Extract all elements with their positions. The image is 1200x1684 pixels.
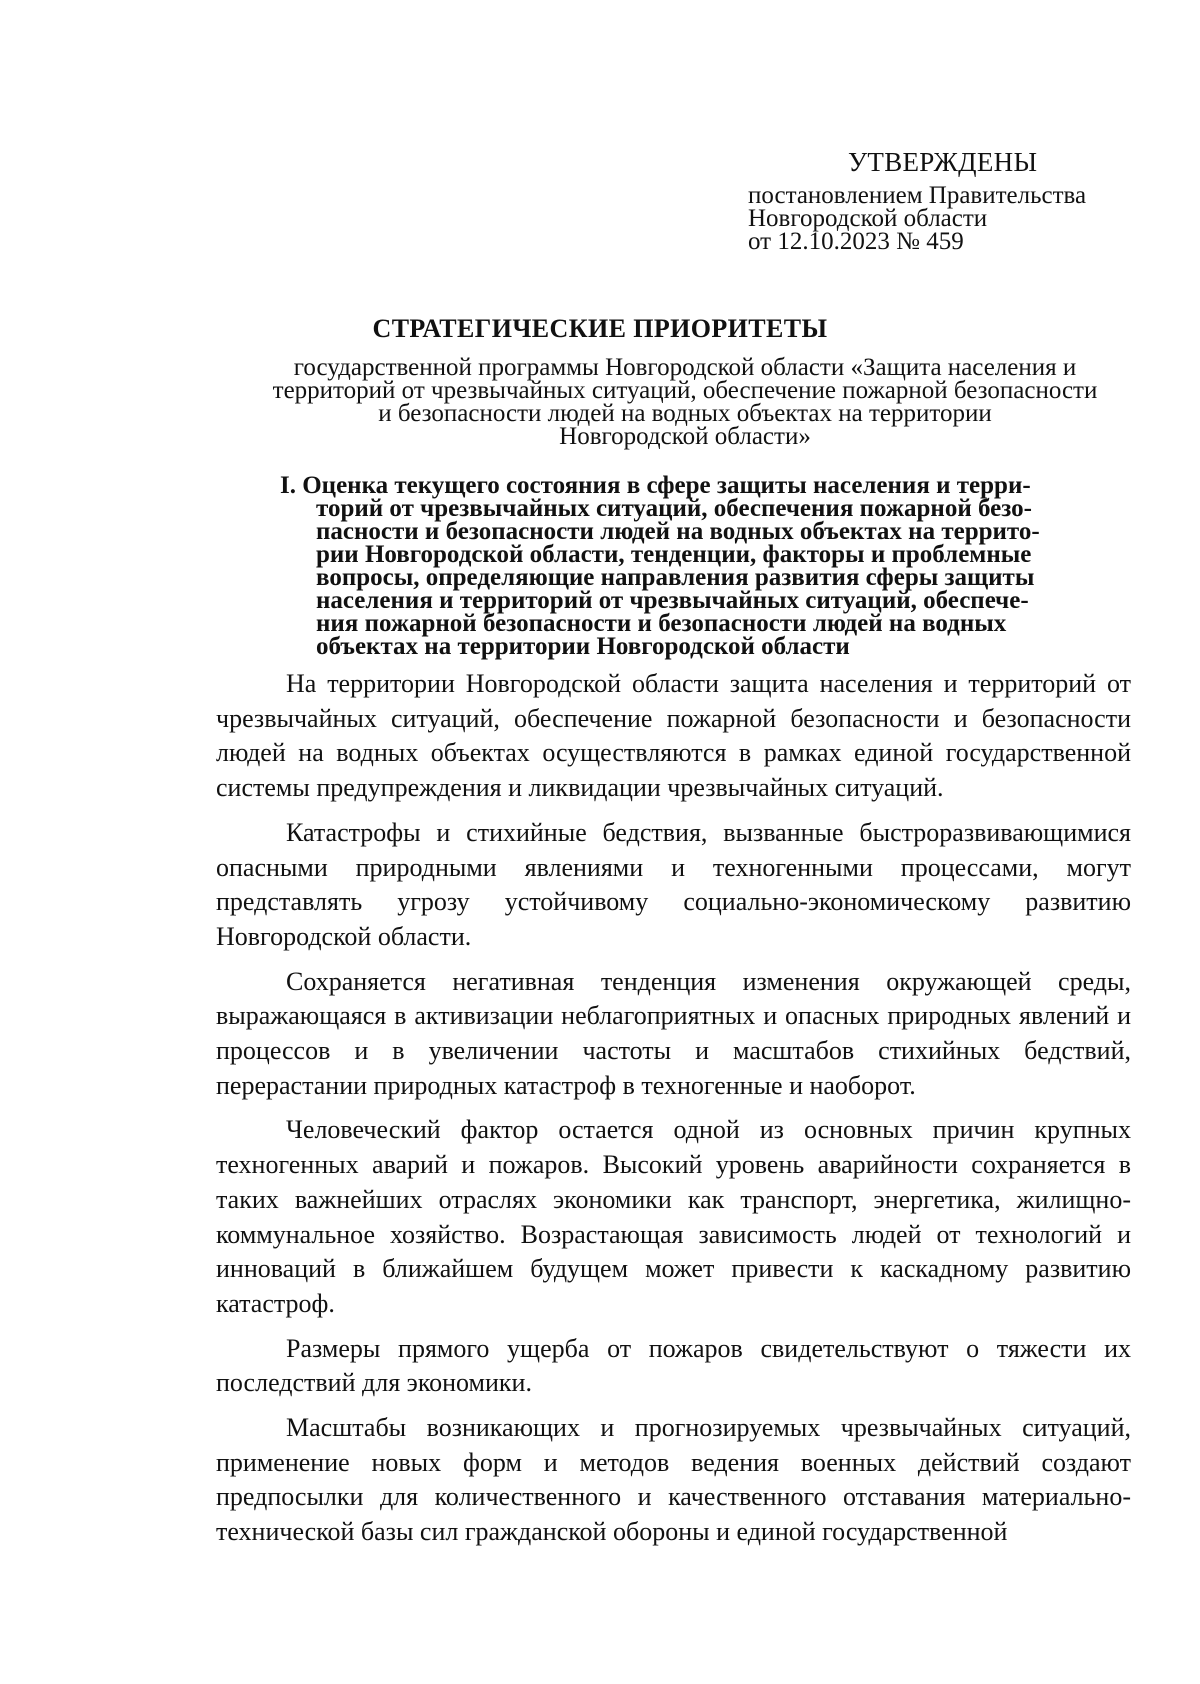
subtitle-line: государственной программы Новгородской области «Защита населения и — [293, 354, 1077, 381]
body-paragraph: Масштабы возникающих и прогнозируемых чрезвычайных ситуаций, применение новых форм и методов ведения военных действий создают предпосылки для количественного и качественного отставания материально-технической базы сил гражданской обороны и единой государственной — [216, 1413, 1131, 1547]
body-paragraph: Сохраняется негативная тенденция изменения окружающей среды, выражающаяся в активизации неблагоприятных и опасных природных явлений и процессов и в увеличении частоты и масштабов стихийных бедствий, перерастании природных катастроф в техногенные и наоборот. — [216, 966, 1131, 1100]
section-heading-line: объектах на территории Новгородской области — [316, 633, 850, 660]
approval-line: Новгородской области — [748, 205, 988, 232]
section-heading-line: I. Оценка текущего состояния в сфере защиты населения и терри- — [280, 472, 1031, 499]
body-text — [216, 667, 1131, 1560]
subtitle-line: Новгородской области» — [559, 423, 811, 450]
section-heading-line: торий от чрезвычайных ситуаций, обеспечения пожарной безо- — [316, 495, 1032, 522]
section-heading — [280, 474, 1140, 658]
document-subtitle — [215, 356, 1155, 448]
section-heading-line: населения и территорий от чрезвычайных ситуаций, обеспече- — [316, 587, 1029, 614]
approval-line: от 12.10.2023 № 459 — [748, 228, 964, 255]
approval-line: постановлением Правительства — [748, 182, 1087, 209]
body-paragraph: На территории Новгородской области защита населения и территорий от чрезвычайных ситуаций, обеспечение пожарной безопасности и безопасности людей на водных объектах осуществляются в рамках единой государственной системы предупреждения и ликвидации чрезвычайных ситуаций. — [216, 669, 1131, 803]
approval-stamp-block — [748, 146, 1168, 253]
document-title: СТРАТЕГИЧЕСКИЕ ПРИОРИТЕТЫ — [372, 314, 828, 343]
approval-title: УТВЕРЖДЕНЫ — [848, 147, 1038, 177]
section-heading-line: ния пожарной безопасности и безопасности людей на водных — [316, 610, 1007, 637]
body-paragraph: Человеческий фактор остается одной из основных причин крупных техногенных аварий и пожаров. Высокий уровень аварийности сохраняется в таких важнейших отраслях экономики как транспорт, энергетика, жилищно-коммунальное хозяйство. Возрастающая зависимость людей от технологий и инноваций в ближайшем будущем может привести к каскадному развитию катастроф. — [216, 1115, 1131, 1318]
body-paragraph: Размеры прямого ущерба от пожаров свидетельствуют о тяжести их последствий для экономики. — [216, 1333, 1131, 1398]
subtitle-line: и безопасности людей на водных объектах на территории — [378, 400, 992, 427]
section-heading-line: рии Новгородской области, тенденции, факторы и проблемные — [316, 541, 1032, 568]
section-heading-line: вопросы, определяющие направления развития сферы защиты — [316, 564, 1035, 591]
section-heading-line: пасности и безопасности людей на водных объектах на террито- — [316, 518, 1040, 545]
subtitle-line: территорий от чрезвычайных ситуаций, обеспечение пожарной безопасности — [272, 377, 1098, 404]
body-paragraph: Катастрофы и стихийные бедствия, вызванные быстроразвивающимися опасными природными явлениями и техногенными процессами, могут представлять угрозу устойчивому социально-экономическому развитию Новгородской области. — [216, 817, 1131, 951]
